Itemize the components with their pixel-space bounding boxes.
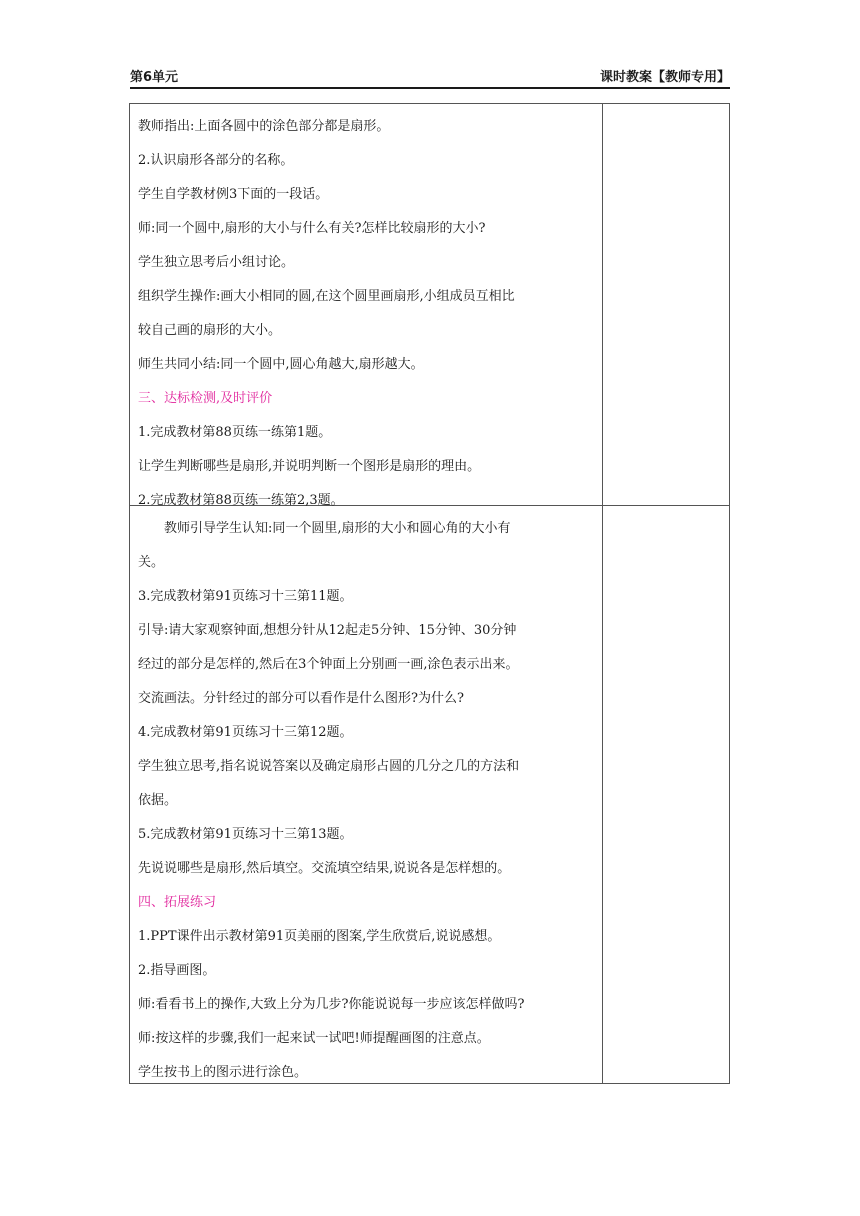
header-rule <box>130 87 730 89</box>
table-row <box>129 506 730 1084</box>
text-line: 引导:请大家观察钟面,想想分针从12起走5分钟、15分钟、30分钟 <box>138 623 517 638</box>
unit-label: 第6单元 <box>130 70 179 85</box>
text-line: 关。 <box>138 555 165 570</box>
text-line: 依据。 <box>138 793 178 808</box>
text-line: 组织学生操作:画大小相同的圆,在这个圆里画扇形,小组成员互相比 <box>138 289 515 304</box>
notes-cell <box>603 104 729 505</box>
text-line: 2.完成教材第88页练一练第2,3题。 <box>138 493 344 508</box>
page-header <box>130 66 730 86</box>
text-line: 师:看看书上的操作,大致上分为几步?你能说说每一步应该怎样做吗? <box>138 997 525 1012</box>
text-line: 先说说哪些是扇形,然后填空。交流填空结果,说说各是怎样想的。 <box>138 861 511 876</box>
section-heading: 四、拓展练习 <box>138 895 217 910</box>
text-line: 经过的部分是怎样的,然后在3个钟面上分别画一画,涂色表示出来。 <box>138 657 519 672</box>
text-line: 5.完成教材第91页练习十三第13题。 <box>138 827 353 842</box>
text-line: 学生独立思考后小组讨论。 <box>138 255 295 270</box>
lesson-content-cell <box>130 506 603 1083</box>
text-line: 交流画法。分针经过的部分可以看作是什么图形?为什么? <box>138 691 464 706</box>
notes-cell <box>603 506 729 1083</box>
section-heading: 三、达标检测,及时评价 <box>138 391 273 406</box>
text-line: 学生独立思考,指名说说答案以及确定扇形占圆的几分之几的方法和 <box>138 759 520 774</box>
text-line: 4.完成教材第91页练习十三第12题。 <box>138 725 353 740</box>
text-line: 较自己画的扇形的大小。 <box>138 323 282 338</box>
text-line: 教师指出:上面各圆中的涂色部分都是扇形。 <box>138 119 390 134</box>
lesson-content-cell <box>130 104 603 508</box>
text-line: 让学生判断哪些是扇形,并说明判断一个图形是扇形的理由。 <box>138 459 481 474</box>
text-line: 师:同一个圆中,扇形的大小与什么有关?怎样比较扇形的大小? <box>138 221 486 236</box>
lesson-table <box>129 103 730 1084</box>
text-line: 师生共同小结:同一个圆中,圆心角越大,扇形越大。 <box>138 357 424 372</box>
text-line: 1.PPT课件出示教材第91页美丽的图案,学生欣赏后,说说感想。 <box>138 929 501 944</box>
text-line: 学生自学教材例3下面的一段话。 <box>138 187 329 202</box>
text-line: 3.完成教材第91页练习十三第11题。 <box>138 589 353 604</box>
text-line: 2.认识扇形各部分的名称。 <box>138 153 294 168</box>
text-line: 师:按这样的步骤,我们一起来试一试吧!师提醒画图的注意点。 <box>138 1031 490 1046</box>
table-row <box>129 103 730 506</box>
text-line: 1.完成教材第88页练一练第1题。 <box>138 425 332 440</box>
text-line: 学生按书上的图示进行涂色。 <box>138 1065 308 1080</box>
document-type-label: 课时教案【教师专用】 <box>599 70 730 85</box>
text-line: 2.指导画图。 <box>138 963 216 978</box>
text-line: 教师引导学生认知:同一个圆里,扇形的大小和圆心角的大小有 <box>164 521 511 536</box>
